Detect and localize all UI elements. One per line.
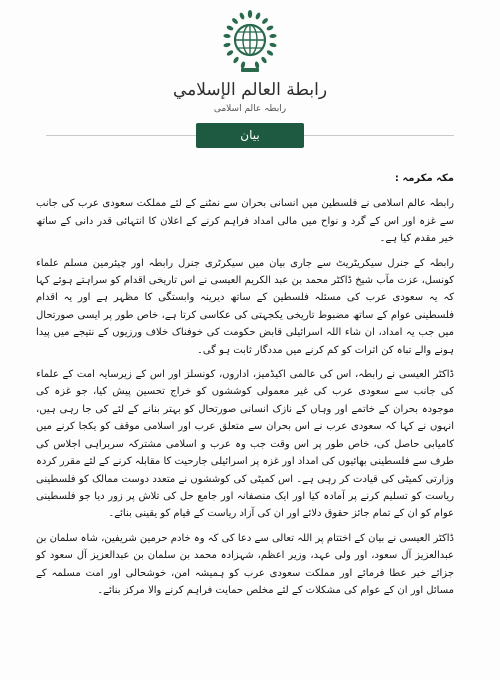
paragraph: ڈاکٹر العیسی نے رابطہ، اس کی عالمی اکیڈمیز، اداروں، کونسلز اور اس کے زیرسایہ امت کے علماء کی جانب سے سعودی عرب کی غیر معمولی کوششوں کو خراج تحسین پیش کیا، جو غزہ کی موجودہ بحران کے خاتمے اور وہاں کے نازک انسانی صورتحال کو بہتر بنانے کے لئے کی جا رہی ہیں، انہوں نے کہا کہ سعودی عرب نے اس بحران سے متعلق عرب اور اسلامی موقف کو یکجا کرنے میں کامیابی حاصل کی، خاص طور پر اس وقت جب وہ عرب و اسلامی مشترکہ سربراہی اجلاس کی طرف سے فلسطینی بھائیوں کی امداد اور غزہ پر اسرائیلی جارحیت کا مقابلہ کرنے کے لئے مقرر کردہ وزارتی کمیٹی کی قیادت کر رہی ہے۔ اس کمیٹی کی کوششوں نے متعدد دوست ممالک کو فلسطینی ریاست کو تسلیم کرنے پر آمادہ کیا اور ایک منصفانہ اور جامع حل کی تلاش پر زور دیا جو فلسطینی عوام کو ان کے تمام جائز حقوق دلائے اور ان کی آزاد ریاست کے قیام کو یقینی بنائے۔ (36, 369, 454, 520)
org-name-urdu: رابطہ عالم اسلامی (213, 104, 287, 114)
org-logo-icon (215, 8, 285, 78)
paragraph: ڈاکٹر العیسی نے بیان کے اختتام پر اللہ تعالی سے دعا کی کہ وہ خادم حرمین شریفین، شاہ سلمان بن عبدالعزیز آل سعود، اور ولی عہد، وزیر اعظم، شہزادہ محمد بن سلمان بن عبدالعزیز آل سعود کو جزائے خیر عطا فرمائے اور مملکت سعودی عرب کو ہمیشہ امن، خوشحالی اور امت مسلمہ کے مسائل اور ان کے عوام کی مشکلات کے لئے مخلص حمایت فراہم کرنے والا مرکز بنائے۔ (36, 532, 454, 596)
org-name-arabic: رابطة العالم الإسلامي (172, 80, 328, 100)
statement-body (36, 170, 454, 606)
paragraph: رابطہ عالم اسلامی نے فلسطین میں انسانی بحران سے نمٹنے کے لئے مملکت سعودی عرب کی جانب سے غزہ اور اس کے گرد و نواح میں مالی امداد فراہم کرنے کے اعلان کا انتہائی قدر دانی کے ساتھ خیر مقدم کیا ہے۔ (36, 198, 454, 245)
paragraph: رابطہ کے جنرل سیکریٹریٹ سے جاری بیان میں سیکرٹری جنرل رابطہ اور چیئرمین مسلم علماء کونسل، عزت مآب شیخ ڈاکٹر محمد بن عبد الکریم العیسی نے اس تاریخی اقدام کو سراہتے ہوئے کہا کہ یہ سعودی عرب کی مسئلہ فلسطین کے ساتھ دیرینہ وابستگی کا مظہر ہے اور یہ اقدام فلسطینی عوام کے ساتھ مضبوط تاریخی یکجہتی کی عکاسی کرتا ہے، خاص طور پر ایسی صورتحال میں جب یہ امداد، ان شاء اللہ اسرائیلی قابض حکومت کی خوفناک خلاف ورزیوں کے نتیجے میں پیدا ہونے والے تباہ کن اثرات کو کم کرنے میں مددگار ثابت ہو گی۔ (36, 257, 454, 356)
dateline: مکہ مکرمہ : (394, 173, 454, 184)
section-banner: بیان (196, 123, 304, 148)
